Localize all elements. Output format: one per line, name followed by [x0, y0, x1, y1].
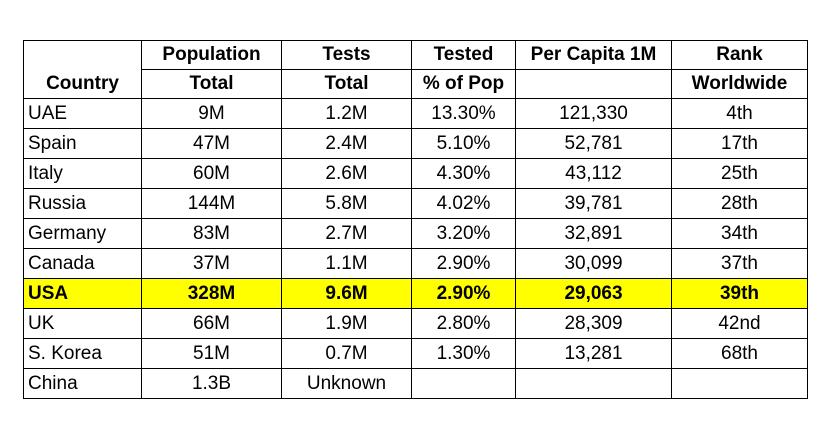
cell-per-capita: 52,781 [516, 129, 672, 159]
header-row-bottom [24, 70, 808, 99]
cell-tests: 9.6M [282, 279, 412, 309]
cell-country: UAE [24, 99, 142, 129]
cell-per-capita: 13,281 [516, 339, 672, 369]
cell-per-capita: 28,309 [516, 309, 672, 339]
cell-rank: 39th [672, 279, 808, 309]
cell-rank: 37th [672, 249, 808, 279]
cell-rank [672, 369, 808, 399]
table-row [24, 309, 808, 339]
cell-rank: 42nd [672, 309, 808, 339]
cell-tested-pct: 1.30% [412, 339, 516, 369]
cell-population: 51M [142, 339, 282, 369]
cell-country: China [24, 369, 142, 399]
cell-per-capita: 32,891 [516, 219, 672, 249]
table-row [24, 189, 808, 219]
header-pct-of-pop: % of Pop [412, 70, 516, 99]
cell-population: 83M [142, 219, 282, 249]
cell-country: Italy [24, 159, 142, 189]
cell-population: 328M [142, 279, 282, 309]
cell-per-capita: 30,099 [516, 249, 672, 279]
cell-per-capita: 43,112 [516, 159, 672, 189]
cell-tests: Unknown [282, 369, 412, 399]
testing-comparison-table-wrapper [23, 40, 808, 399]
header-country: Country [24, 70, 142, 99]
header-top-population: Population [142, 41, 282, 70]
cell-tests: 0.7M [282, 339, 412, 369]
table-row [24, 129, 808, 159]
cell-tested-pct: 4.02% [412, 189, 516, 219]
table-row [24, 369, 808, 399]
cell-rank: 34th [672, 219, 808, 249]
testing-comparison-table [23, 40, 808, 399]
header-top-tested: Tested [412, 41, 516, 70]
cell-tested-pct: 13.30% [412, 99, 516, 129]
cell-per-capita [516, 369, 672, 399]
cell-tests: 5.8M [282, 189, 412, 219]
cell-tests: 1.2M [282, 99, 412, 129]
cell-tested-pct: 2.90% [412, 279, 516, 309]
table-row [24, 99, 808, 129]
table-row [24, 219, 808, 249]
cell-per-capita: 39,781 [516, 189, 672, 219]
cell-tests: 2.4M [282, 129, 412, 159]
header-top-country [24, 41, 142, 70]
cell-country: S. Korea [24, 339, 142, 369]
header-tests-total: Total [282, 70, 412, 99]
table-row [24, 159, 808, 189]
header-rank-worldwide: Worldwide [672, 70, 808, 99]
cell-population: 66M [142, 309, 282, 339]
cell-country: USA [24, 279, 142, 309]
header-per-capita-blank [516, 70, 672, 99]
table-row-highlighted [24, 279, 808, 309]
cell-country: Canada [24, 249, 142, 279]
table-body [24, 99, 808, 399]
cell-country: Spain [24, 129, 142, 159]
header-top-rank: Rank [672, 41, 808, 70]
cell-tested-pct: 2.80% [412, 309, 516, 339]
cell-rank: 68th [672, 339, 808, 369]
cell-rank: 28th [672, 189, 808, 219]
cell-population: 60M [142, 159, 282, 189]
cell-population: 144M [142, 189, 282, 219]
header-row-top [24, 41, 808, 70]
cell-tested-pct: 2.90% [412, 249, 516, 279]
header-top-tests: Tests [282, 41, 412, 70]
cell-tested-pct: 5.10% [412, 129, 516, 159]
cell-tests: 2.7M [282, 219, 412, 249]
cell-tested-pct: 4.30% [412, 159, 516, 189]
cell-country: UK [24, 309, 142, 339]
table-row [24, 339, 808, 369]
cell-per-capita: 29,063 [516, 279, 672, 309]
header-top-per-capita: Per Capita 1M [516, 41, 672, 70]
cell-population: 1.3B [142, 369, 282, 399]
cell-per-capita: 121,330 [516, 99, 672, 129]
cell-tested-pct: 3.20% [412, 219, 516, 249]
cell-tests: 1.1M [282, 249, 412, 279]
cell-rank: 4th [672, 99, 808, 129]
header-population-total: Total [142, 70, 282, 99]
cell-country: Russia [24, 189, 142, 219]
cell-tests: 1.9M [282, 309, 412, 339]
table-row [24, 249, 808, 279]
cell-population: 37M [142, 249, 282, 279]
cell-population: 47M [142, 129, 282, 159]
cell-population: 9M [142, 99, 282, 129]
cell-rank: 25th [672, 159, 808, 189]
cell-tested-pct [412, 369, 516, 399]
cell-country: Germany [24, 219, 142, 249]
cell-tests: 2.6M [282, 159, 412, 189]
cell-rank: 17th [672, 129, 808, 159]
